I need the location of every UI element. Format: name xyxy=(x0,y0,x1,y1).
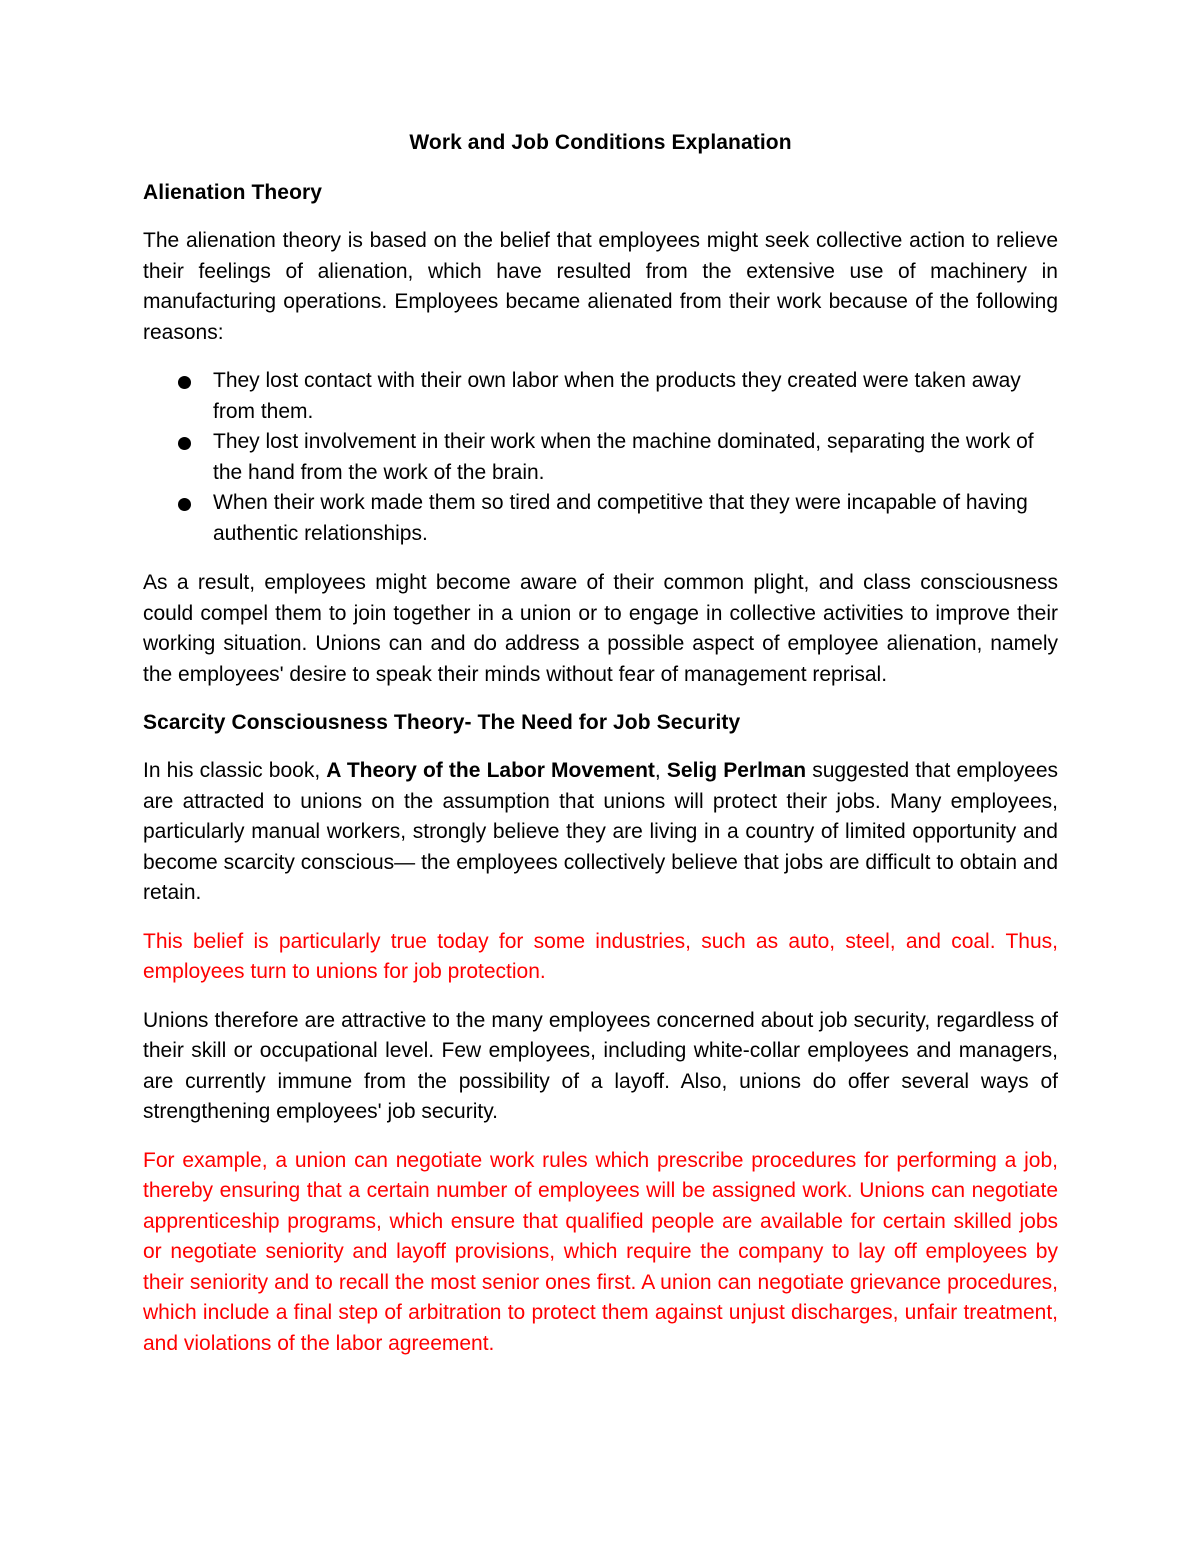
perlman-text-part3: suggested that employees are attracted to unions on the assumption that unions will protect their jobs. Many employees, particularly manual workers, strongly believe they are living in a country of limited opportunity and become scarcity conscious— the employees collectively believe that jobs are difficult to obtain and retain. xyxy=(143,759,1058,904)
paragraph-perlman xyxy=(143,756,1058,909)
paragraph-highlighted-union-negotiation: For example, a union can negotiate work rules which prescribe procedures for performing a job, thereby ensuring that a certain number of employees will be assigned work. Unions can negotiate apprenticeship programs, which ensure that qualified people are available for certain skilled jobs or negotiate seniority and layoff provisions, which require the company to lay off employees by their seniority and to recall the most senior ones first. A union can negotiate grievance procedures, which include a final step of arbitration to protect them against unjust discharges, unfair treatment, and violations of the labor agreement. xyxy=(143,1148,1058,1355)
list-item-text: They lost involvement in their work when the machine dominated, separating the work of the hand from the work of the brain. xyxy=(213,430,1034,484)
list-item-text: They lost contact with their own labor when the products they created were taken away from them. xyxy=(213,369,1021,423)
book-title-emphasis: A Theory of the Labor Movement xyxy=(326,759,655,782)
bullet-dot-icon xyxy=(178,498,191,511)
list-item-text: When their work made them so tired and competitive that they were incapable of having authentic relationships. xyxy=(213,491,1028,545)
perlman-text-part1: In his classic book, xyxy=(143,759,327,782)
paragraph-alienation-intro: The alienation theory is based on the belief that employees might seek collective action to relieve their feelings of alienation, which have resulted from the extensive use of machinery in manufacturing operations. Employees became alienated from their work because of the following reasons: xyxy=(143,229,1058,344)
bullet-dot-icon xyxy=(178,437,191,450)
paragraph-highlighted-job-protection: This belief is particularly true today for some industries, such as auto, steel, and coal. Thus, employees turn to unions for job protection. xyxy=(143,929,1058,983)
paragraph-alienation-closing: As a result, employees might become aware of their common plight, and class consciousness could compel them to join together in a union or to engage in collective activities to improve their working situation. Unions can and do address a possible aspect of employee alienation, namely the employees' desire to speak their minds without fear of management reprisal. xyxy=(143,571,1058,686)
list-item xyxy=(143,427,1058,488)
list-item xyxy=(143,366,1058,427)
perlman-text-part2: , xyxy=(654,759,667,782)
author-name-emphasis: Selig Perlman xyxy=(666,759,807,782)
page-title: Work and Job Conditions Explanation xyxy=(409,131,792,154)
paragraph-union-attractiveness: Unions therefore are attractive to the many employees concerned about job security, regardless of their skill or occupational level. Few employees, including white-collar employees and managers, are currently immune from the possibility of a layoff. Also, unions do offer several ways of strengthening employees' job security. xyxy=(143,1008,1058,1123)
list-item xyxy=(143,488,1058,549)
section-heading-alienation-theory: Alienation Theory xyxy=(143,181,323,204)
alienation-reasons-list xyxy=(143,366,1058,549)
bullet-dot-icon xyxy=(178,376,191,389)
section-heading-scarcity-consciousness-theory: Scarcity Consciousness Theory- The Need for Job Security xyxy=(143,711,741,734)
